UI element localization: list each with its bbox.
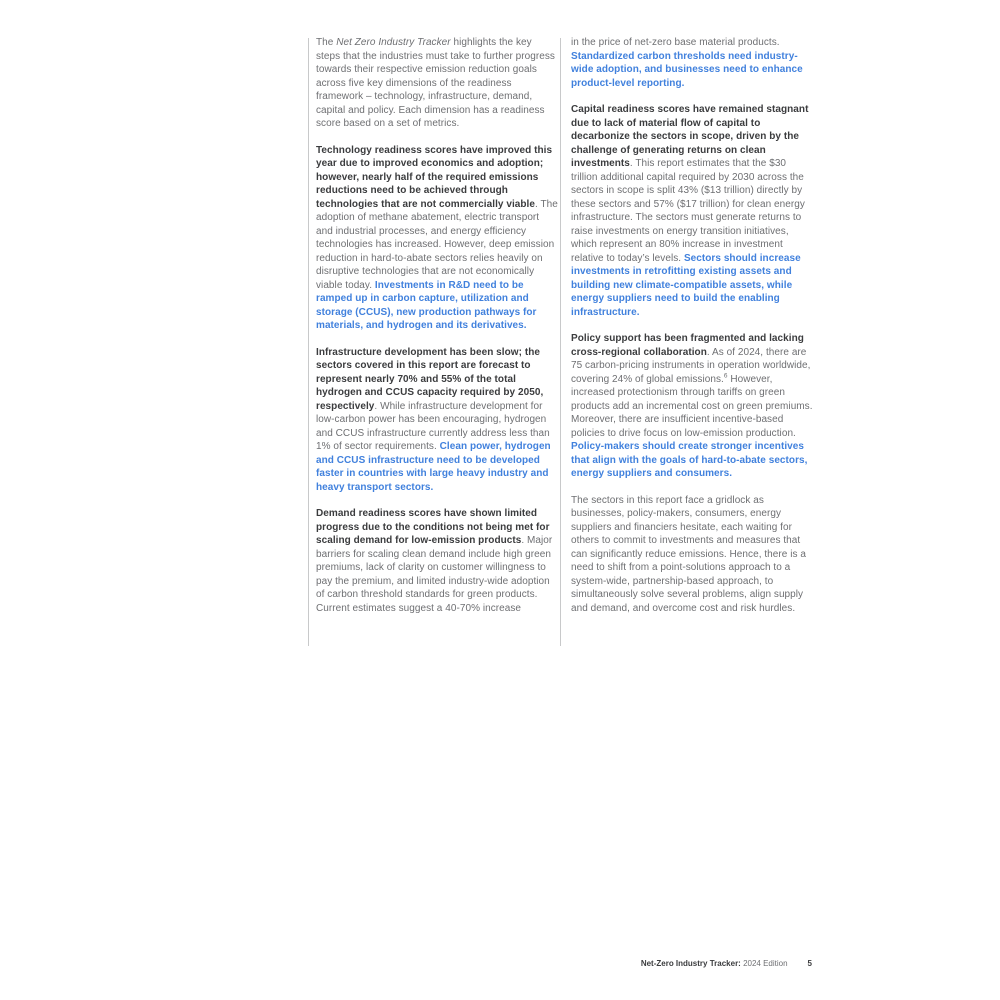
footer-report-title: Net-Zero Industry Tracker: xyxy=(640,959,741,968)
text-segment-bold: Capital readiness scores have remained stagnant due to lack of material flow of capital to decarbonize the sectors in scope, driven by the challenge of generating returns on clean investments xyxy=(571,104,809,169)
text-segment-normal: The xyxy=(316,37,337,48)
text-segment-blue: Sectors should increase investments in retrofitting existing assets and building new climate-compatible assets, while energy suppliers need to build the enabling infrastructure. xyxy=(571,252,801,318)
column-rule-left xyxy=(308,38,309,646)
text-segment-blue: Standardized carbon thresholds need industry-wide adoption, and businesses need to enhance product-level reporting. xyxy=(571,50,803,89)
text-segment-sup: 6 xyxy=(723,372,728,380)
text-segment-italic: Net Zero Industry Tracker xyxy=(336,37,451,48)
text-segment-bold: Infrastructure development has been slow; the sectors covered in this report are forecast to represent nearly 70% and 55% of the total hydrogen and CCUS capacity required by 2050, respectively xyxy=(316,346,544,412)
paragraph xyxy=(316,507,558,615)
text-segment-bold: Policy support has been fragmented and lacking cross-regional collaboration xyxy=(571,333,804,358)
text-segment-normal: . As of 2024, there are 75 carbon-pricing instruments in operation worldwide, covering 24% of global emissions. xyxy=(571,346,811,385)
text-segment-bold: Demand readiness scores have shown limited progress due to the conditions not being met for scaling demand for low-emission products xyxy=(316,508,550,546)
text-segment-normal: highlights the key steps that the industries must take to further progress towards their respective emission reduction goals across five key dimensions of the readiness framework – technology, infrastructure, demand, capital and policy. Each dimension has a readiness score based on a set of metrics. xyxy=(316,37,555,129)
text-column-left xyxy=(316,36,558,628)
text-segment-blue: Policy-makers should create stronger incentives that align with the goals of hard-to-abate sectors, energy suppliers and consumers. xyxy=(571,441,808,479)
paragraph xyxy=(316,144,558,333)
text-segment-bold: Technology readiness scores have improved this year due to improved economics and adoption; however, nearly half of the required emissions reductions need to be achieved through technologies that are not commercially viable xyxy=(316,144,553,210)
paragraph xyxy=(316,36,558,131)
paragraph xyxy=(571,332,813,481)
paragraph xyxy=(316,346,558,495)
footer-edition: 2024 Edition xyxy=(740,959,788,968)
text-segment-blue: Clean power, hydrogen and CCUS infrastructure need to be developed faster in countries with large heavy industry and heavy transport sectors. xyxy=(316,441,551,493)
text-column-right xyxy=(571,36,813,628)
footer-page-number: 5 xyxy=(807,959,812,968)
paragraph xyxy=(571,103,813,319)
column-rule-right xyxy=(560,38,561,646)
text-segment-normal: . While infrastructure development for low-carbon power has been encouraging, hydrogen and CCUS infrastructure currently address less than 1% of sector requirements. xyxy=(316,400,550,452)
text-segment-normal: The sectors in this report face a gridlock as businesses, policy-makers, consumers, energy suppliers and financiers hesitate, each waiting for others to commit to investments and measures that can significantly reduce emissions. Hence, there is a need to shift from a point-solutions approach to a system-wide, partnership-based approach, to simultaneously solve several problems, align supply and demand, and overcome cost and risk hurdles. xyxy=(571,494,806,614)
text-segment-normal: . This report estimates that the $30 trillion additional capital required by 2030 across the sectors in scope is split 43% ($13 trillion) directly by these sectors and 57% ($17 trillion) for clean energy infrastructure. The sectors must generate returns to raise investments on energy transition initiatives, which represent an 80% increase in investment relative to today’s levels. xyxy=(571,158,805,264)
text-segment-normal: in the price of net-zero base material products. xyxy=(571,37,780,48)
page-footer xyxy=(641,959,812,969)
paragraph xyxy=(571,494,813,616)
text-segment-normal: . The adoption of methane abatement, electric transport and industrial processes, and energy efficiency technologies has increased. However, deep emission reduction in hard-to-abate sectors relies heavily on disruptive technologies that are not economically viable today. xyxy=(316,198,558,291)
paragraph xyxy=(571,36,813,90)
text-segment-normal: However, increased protectionism through tariffs on green products add an incremental cost on green premiums. Moreover, there are insufficient incentive-based policies to drive focus on low-emission production. xyxy=(571,373,813,439)
text-segment-normal: . Major barriers for scaling clean demand include high green premiums, lack of clarity on customer willingness to pay the premium, and limited industry-wide adoption of carbon threshold standards for green products. Current estimates suggest a 40-70% increase xyxy=(316,535,553,614)
text-segment-blue: Investments in R&D need to be ramped up in carbon capture, utilization and storage (CCUS), new production pathways for materials, and hydrogen and its derivatives. xyxy=(316,279,537,331)
